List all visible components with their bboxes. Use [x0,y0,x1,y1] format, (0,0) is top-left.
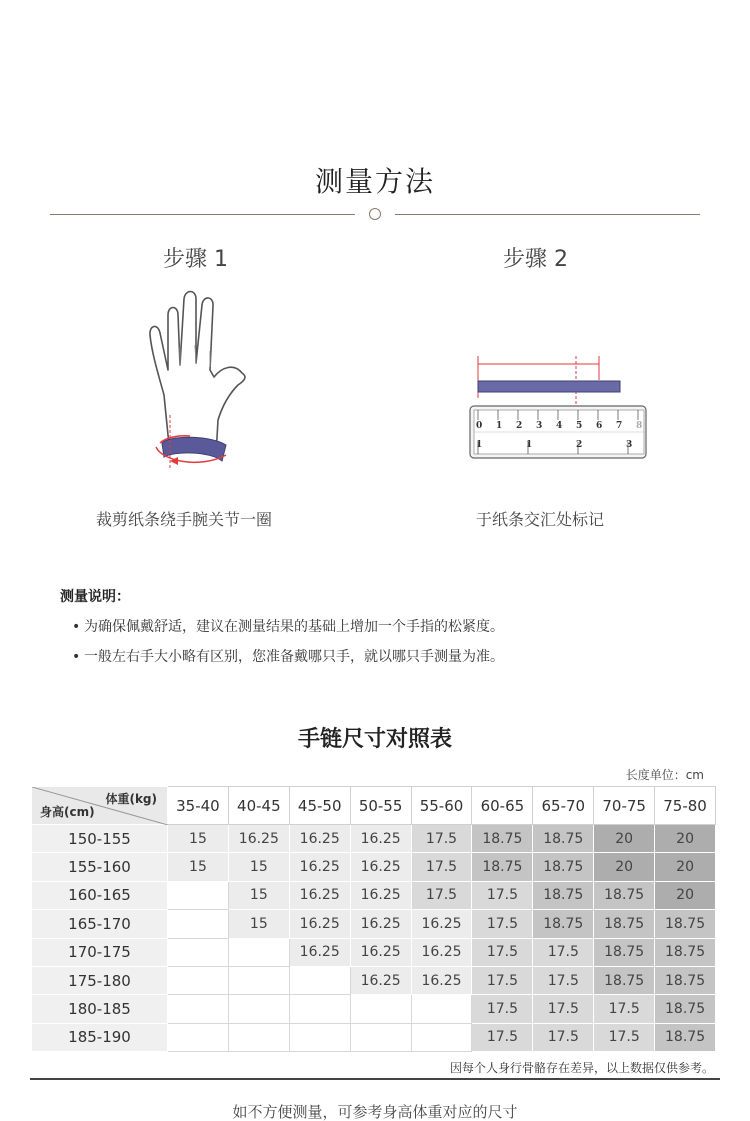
table-row [32,938,716,966]
height-row-label: 185-190 [32,1023,168,1051]
size-cell: 16.25 [350,910,411,938]
weight-axis-label: 体重(kg) [105,792,157,806]
size-cell: 18.75 [533,910,594,938]
size-cell: 17.5 [472,995,533,1023]
size-cell: 17.5 [411,881,472,909]
weight-header-cell: 35-40 [168,787,229,825]
step2-title: 步骤 2 [503,247,568,272]
size-cell: 18.75 [472,825,533,853]
height-row-label: 180-185 [32,995,168,1023]
size-cell: 20 [655,825,716,853]
size-cell [228,995,289,1023]
size-cell [228,938,289,966]
size-cell [350,1023,411,1051]
size-cell: 17.5 [472,1023,533,1051]
size-cell [168,938,229,966]
size-cell [411,995,472,1023]
size-cell: 16.25 [350,881,411,909]
weight-header-cell: 55-60 [411,787,472,825]
step1-caption: 裁剪纸条绕手腕关节一圈 [96,510,273,529]
size-cell: 18.75 [655,1023,716,1051]
ruler-top-0: 0 [476,421,483,431]
note-text: 为确保佩戴舒适，建议在测量结果的基础上增加一个手指的松紧度。 [84,619,504,635]
size-cell: 18.75 [533,853,594,881]
weight-header-cell: 65-70 [533,787,594,825]
size-cell: 16.25 [350,853,411,881]
ruler-top-4: 4 [556,421,563,431]
size-cell [228,1023,289,1051]
ruler-top-1: 1 [496,421,503,431]
size-cell: 18.75 [533,881,594,909]
size-cell: 16.25 [350,966,411,994]
size-cell: 16.25 [289,910,350,938]
size-cell: 18.75 [472,853,533,881]
ruler-bottom-1: 1 [526,440,533,450]
weight-header-cell: 60-65 [472,787,533,825]
disclaimer-text: 因每个人身行骨骼存在差异，以上数据仅供参考。 [449,1061,714,1075]
size-cell: 17.5 [472,966,533,994]
size-cell: 15 [228,853,289,881]
size-cell: 17.5 [472,881,533,909]
ruler-strip-icon [468,350,648,465]
note-item [72,616,504,636]
size-cell: 17.5 [533,966,594,994]
size-cell: 16.25 [411,938,472,966]
size-cell: 15 [228,910,289,938]
size-cell: 16.25 [350,825,411,853]
ruler-top-3: 3 [536,421,543,431]
table-corner-cell [32,787,168,825]
bullet-icon: • [72,619,81,635]
table-title: 手链尺寸对照表 [297,727,452,752]
size-cell: 20 [655,881,716,909]
size-cell: 16.25 [228,825,289,853]
size-cell [168,1023,229,1051]
size-cell: 15 [228,881,289,909]
size-cell [168,881,229,909]
table-row [32,995,716,1023]
ruler-top-2: 2 [516,421,523,431]
step2-caption: 于纸条交汇处标记 [476,510,605,529]
size-cell: 16.25 [350,938,411,966]
size-cell: 17.5 [533,995,594,1023]
size-cell [168,995,229,1023]
height-row-label: 150-155 [32,825,168,853]
size-cell: 16.25 [411,966,472,994]
size-cell: 17.5 [594,995,655,1023]
table-row [32,910,716,938]
bullet-icon: • [72,649,81,665]
divider-circle-icon [369,208,381,220]
weight-header-cell: 70-75 [594,787,655,825]
size-cell: 16.25 [289,825,350,853]
weight-header-cell: 75-80 [655,787,716,825]
weight-header-cell: 45-50 [289,787,350,825]
size-cell: 20 [594,825,655,853]
size-cell: 18.75 [594,966,655,994]
ruler-top-8: 8 [636,421,643,431]
ruler-bottom-0: 1 [476,440,483,450]
ruler-top-6: 6 [596,421,603,431]
size-cell: 18.75 [655,910,716,938]
size-cell: 18.75 [655,938,716,966]
size-cell [289,1023,350,1051]
note-item [72,646,504,666]
size-cell: 18.75 [594,881,655,909]
weight-header-cell: 40-45 [228,787,289,825]
weight-header-cell: 50-55 [350,787,411,825]
title-divider [50,207,700,221]
footer-text: 如不方便测量，可参考身高体重对应的尺寸 [232,1103,518,1121]
height-row-label: 155-160 [32,853,168,881]
step1-title: 步骤 1 [163,247,228,272]
size-cell: 18.75 [533,825,594,853]
height-row-label: 160-165 [32,881,168,909]
height-row-label: 165-170 [32,910,168,938]
section-title: 测量方法 [314,165,435,198]
unit-label: 长度单位：cm [625,768,704,782]
size-cell: 17.5 [533,1023,594,1051]
table-row [32,825,716,853]
size-cell [168,966,229,994]
table-row [32,1023,716,1051]
size-cell: 16.25 [411,910,472,938]
size-cell [350,995,411,1023]
size-cell: 18.75 [655,966,716,994]
size-chart-table [31,786,716,1052]
size-cell [168,910,229,938]
table-row [32,881,716,909]
table-header-row [32,787,716,825]
notes-heading: 测量说明： [60,589,130,605]
hand-wrist-icon [140,285,270,485]
size-cell: 17.5 [411,853,472,881]
size-cell: 17.5 [472,910,533,938]
ruler-bottom-2: 2 [576,440,583,450]
size-cell: 16.25 [289,853,350,881]
size-cell: 18.75 [594,910,655,938]
size-cell: 17.5 [472,938,533,966]
size-cell [289,966,350,994]
size-cell: 15 [168,853,229,881]
ruler-top-5: 5 [576,421,583,431]
size-cell: 17.5 [594,1023,655,1051]
ruler-top-7: 7 [616,421,623,431]
height-row-label: 170-175 [32,938,168,966]
table-row [32,966,716,994]
height-row-label: 175-180 [32,966,168,994]
size-cell [289,995,350,1023]
size-cell: 16.25 [289,881,350,909]
size-cell: 18.75 [655,995,716,1023]
size-cell: 16.25 [289,938,350,966]
height-axis-label: 身高(cm) [40,805,95,819]
size-cell: 18.75 [594,938,655,966]
size-cell: 15 [168,825,229,853]
bottom-rule [30,1078,720,1080]
note-text: 一般左右手大小略有区别，您准备戴哪只手，就以哪只手测量为准。 [84,649,504,665]
size-cell [228,966,289,994]
size-cell [411,1023,472,1051]
table-row [32,853,716,881]
ruler-bottom-3: 3 [626,440,633,450]
size-cell: 20 [594,853,655,881]
size-cell: 20 [655,853,716,881]
size-cell: 17.5 [411,825,472,853]
size-cell: 17.5 [533,938,594,966]
